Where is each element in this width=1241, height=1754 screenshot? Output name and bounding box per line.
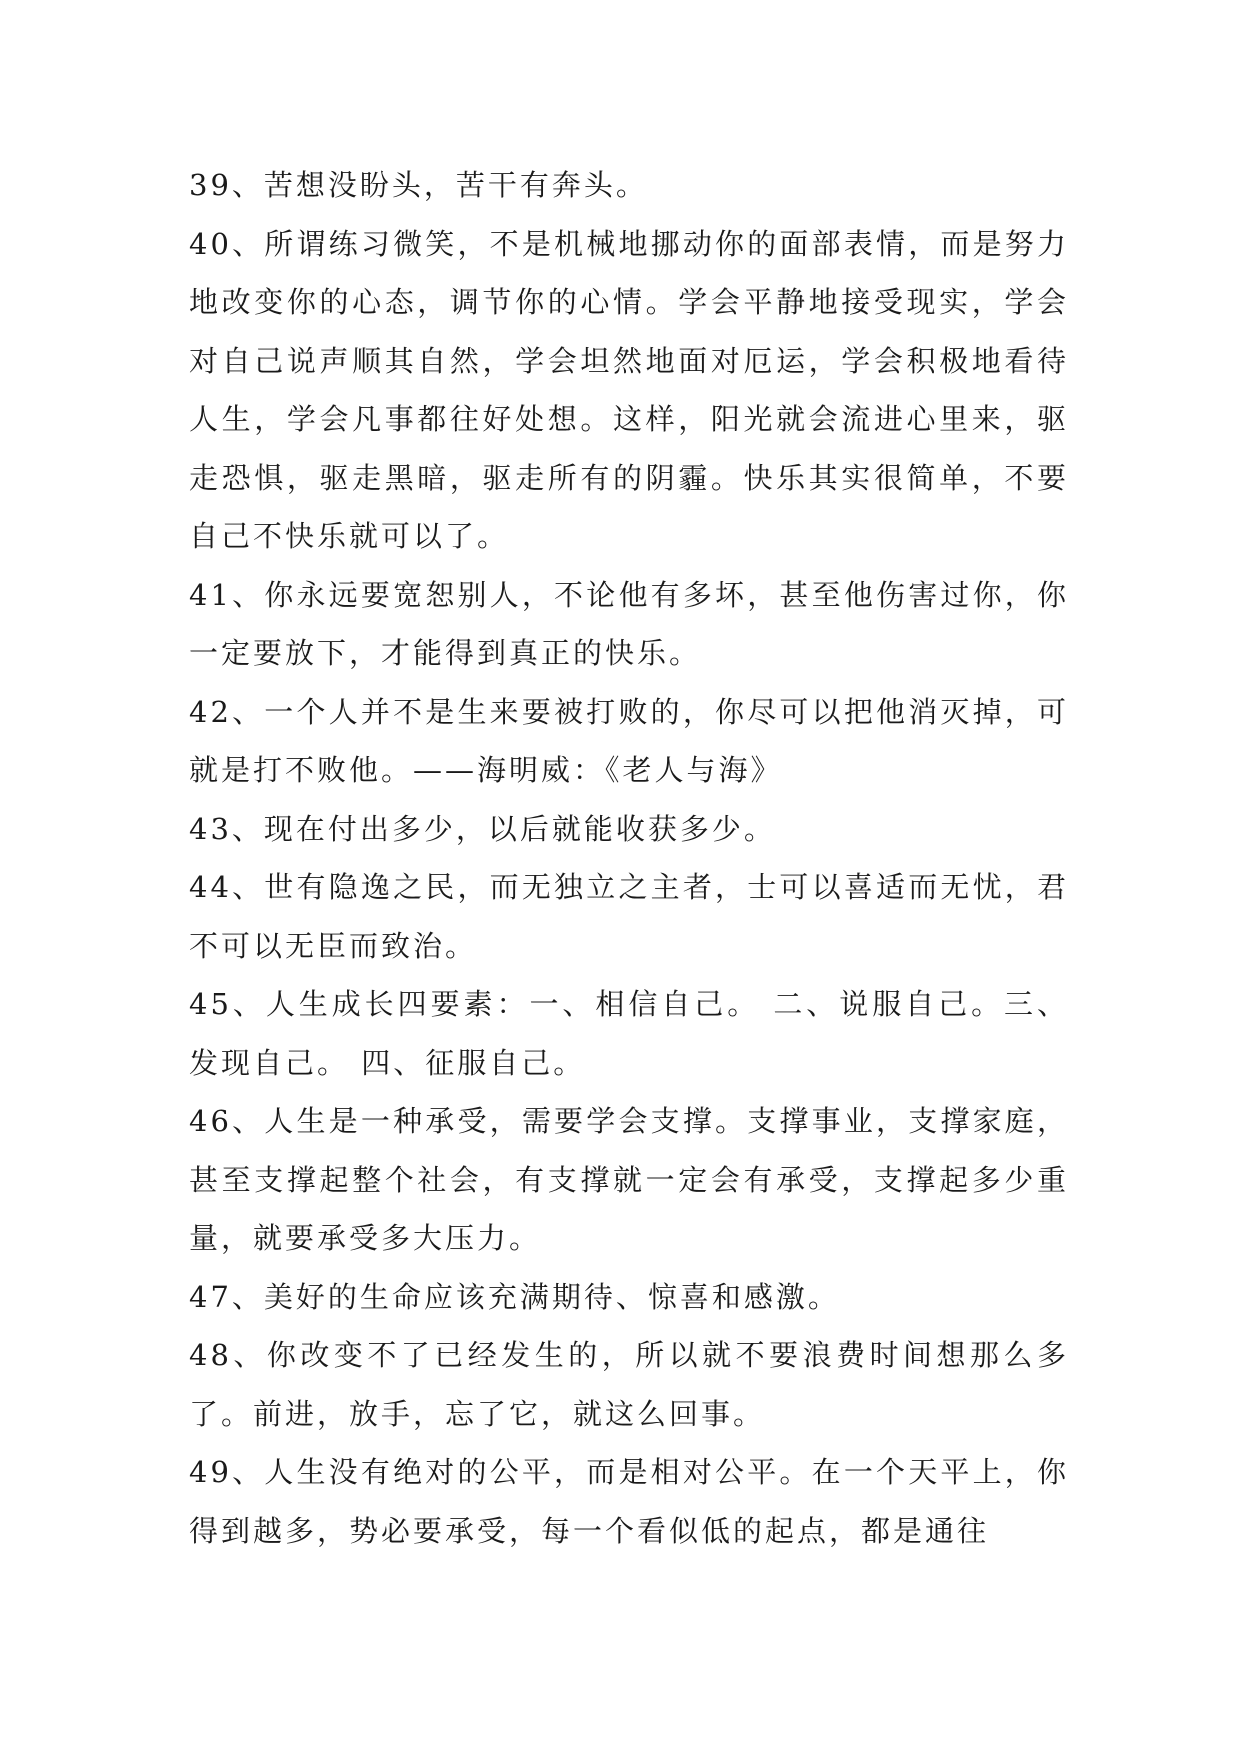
quote-48: 48、你改变不了已经发生的，所以就不要浪费时间想那么多了。前进，放手，忘了它，就这么回事。 xyxy=(189,1338,1069,1431)
quote-39: 39、苦想没盼头，苦干有奔头。 xyxy=(189,168,648,202)
quote-47: 47、美好的生命应该充满期待、惊喜和感激。 xyxy=(189,1279,840,1314)
quote-44: 44、世有隐逸之民，而无独立之主者，士可以喜适而无忧，君不可以无臣而致治。 xyxy=(189,870,1069,963)
quote-43: 43、现在付出多少，以后就能收获多少。 xyxy=(189,811,776,846)
quote-49: 49、人生没有绝对的公平，而是相对公平。在一个天平上，你得到越多，势必要承受，每一个看似低的起点，都是通往 xyxy=(189,1455,1069,1548)
quote-42: 42、一个人并不是生来要被打败的，你尽可以把他消灭掉，可就是打不败他。——海明威：《老人与海》 xyxy=(189,694,1069,787)
quote-40: 40、所谓练习微笑，不是机械地挪动你的面部表情，而是努力地改变你的心态，调节你的心情。学会平静地接受现实，学会对自己说声顺其自然，学会坦然地面对厄运，学会积极地看待人生，学会凡事都往好处想。这样，阳光就会流进心里来，驱走恐惧，驱走黑暗，驱走所有的阴霾。快乐其实很简单，不要自己不快乐就可以了。 xyxy=(189,226,1069,553)
quote-list xyxy=(189,156,1069,1560)
quote-45: 45、人生成长四要素：一、相信自己。 二、说服自己。三、发现自己。 四、征服自己。 xyxy=(189,987,1069,1080)
quote-46: 46、人生是一种承受，需要学会支撑。支撑事业，支撑家庭，甚至支撑起整个社会，有支撑就一定会有承受，支撑起多少重量，就要承受多大压力。 xyxy=(189,1104,1069,1255)
quote-41: 41、你永远要宽恕别人，不论他有多坏，甚至他伤害过你，你一定要放下，才能得到真正的快乐。 xyxy=(189,577,1069,670)
